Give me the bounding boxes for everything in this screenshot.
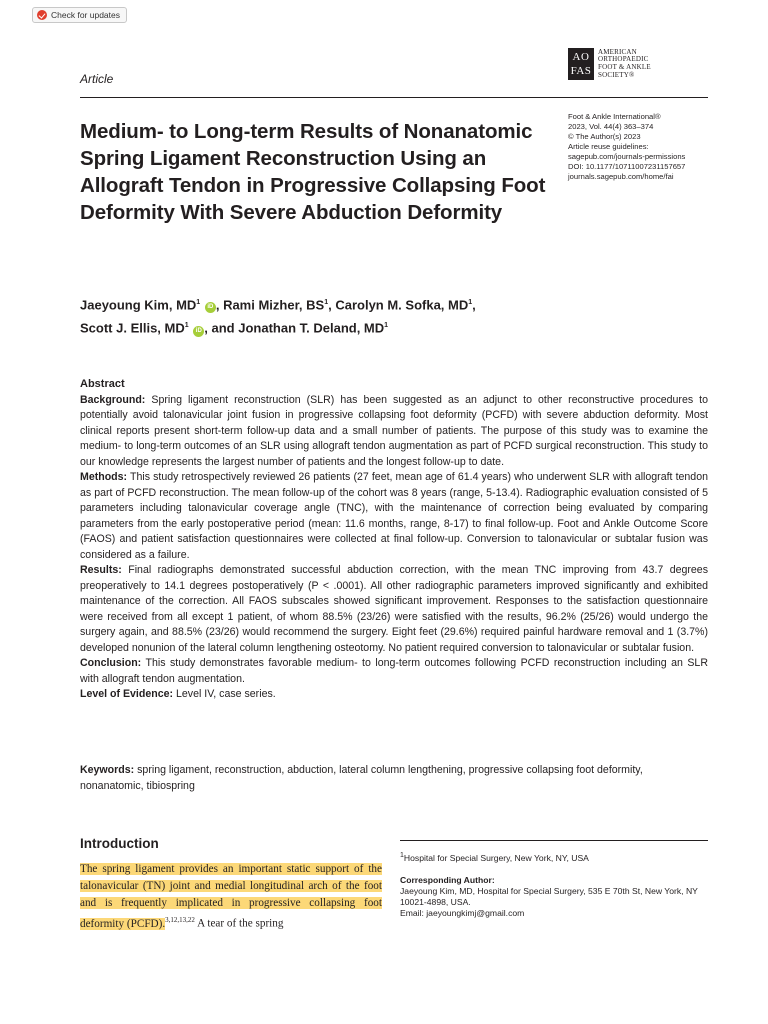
journal-home-link[interactable]: journals.sagepub.com/home/fai bbox=[568, 172, 674, 181]
introduction-text bbox=[80, 861, 382, 933]
conclusion-label: Conclusion: bbox=[80, 657, 142, 669]
check-for-updates-label: Check for updates bbox=[51, 10, 120, 20]
keywords bbox=[80, 763, 708, 794]
author-name: Carolyn M. Sofka, MD bbox=[335, 297, 469, 313]
corresponding-author-label: Corresponding Author: bbox=[400, 874, 495, 885]
journal-volume: 2023, Vol. 44(4) 363–374 bbox=[568, 122, 654, 131]
level-text: Level IV, case series. bbox=[175, 688, 276, 700]
reuse-label: Article reuse guidelines: bbox=[568, 142, 649, 151]
author-separator: , bbox=[328, 297, 336, 313]
background-text: Spring ligament reconstruction (SLR) has been suggested as an adjunct to other reconstructive procedures to potentially avoid talonavicular joint fusion in progressive collapsing foot deformity (PCFD) with severe abduction deformity. Most clinical reports present short-term follow-up data and a small number of patients. The purpose of this study was to examine the medium- to long-term outcomes of an SLR using allograft tendon augmentation as part of PCFD surgical reconstruction. This study to our knowledge represents the largest number of patients and the longest follow-up to date. bbox=[80, 393, 708, 468]
keywords-label: Keywords: bbox=[80, 764, 135, 776]
affiliation-marker: 1 bbox=[324, 299, 329, 306]
abstract-methods bbox=[80, 470, 708, 563]
introduction-continuation: A tear of the spring bbox=[197, 917, 284, 930]
author-name: Jonathan T. Deland, MD bbox=[238, 320, 385, 336]
checkmark-icon bbox=[37, 10, 47, 20]
conclusion-text: This study demonstrates favorable medium- to long-term outcomes following PCFD reconstruction including an SLR with allograft tendon augmentation. bbox=[80, 657, 708, 685]
header-divider bbox=[80, 97, 708, 98]
introduction-heading: Introduction bbox=[80, 836, 159, 851]
affiliation-marker: 1 bbox=[384, 322, 389, 330]
abstract-results bbox=[80, 563, 708, 656]
methods-text: This study retrospectively reviewed 26 patients (27 feet, mean age of 61.4 years) who underwent SLR with allograft tendon as part of PCFD reconstruction. The mean follow-up of the cohort was 8 years (range, 5-13.4). Radiographic evaluation consisted of 5 parameters including talonavicular coverage angle (TNC), with the maintenance of correction being evaluated by comparing parameters from the early postoperative period (mean: 11.6 months, range, 8-17) to final follow-up. Foot and Ankle Outcome Score (FAOS) and patient satisfaction questionnaires were collected at final follow-up. Conversion to talonavicular or subtalar fusion was considered as a failure. bbox=[80, 471, 708, 561]
logo-letters-bottom: FAS bbox=[570, 65, 592, 77]
corresponding-email[interactable]: Email: jaeyoungkimj@gmail.com bbox=[400, 907, 525, 918]
abstract-background bbox=[80, 393, 708, 471]
affiliation-footnote bbox=[400, 850, 708, 864]
keywords-text: spring ligament, reconstruction, abduction, lateral column lengthening, progressive collapsing foot deformity, nonanatomic, tibiospring bbox=[80, 764, 643, 792]
check-for-updates-button[interactable] bbox=[32, 7, 127, 23]
affiliation-text: Hospital for Special Surgery, New York, NY, USA bbox=[403, 852, 589, 863]
abstract-conclusion bbox=[80, 656, 708, 687]
logo-line: FOOT & ANKLE bbox=[598, 63, 651, 71]
author-separator: , and bbox=[204, 320, 239, 336]
journal-name: Foot & Ankle International® bbox=[568, 112, 661, 121]
author-list: Jaeyoung Kim, $MD^1$ iD , Rami Mizher, $BS^1$, Carolyn M. Sofka, $MD^1$, Scott J. Ellis, $MD^1$ iD , and Jonathan T. Deland, $MD^1$ bbox=[80, 297, 476, 336]
logo-mark bbox=[568, 48, 594, 80]
logo-line: AMERICAN bbox=[598, 47, 637, 56]
journal-info bbox=[568, 112, 718, 182]
logo-line: ORTHOPAEDIC bbox=[598, 55, 649, 64]
abstract bbox=[80, 377, 708, 703]
abstract-level bbox=[80, 687, 708, 703]
orcid-icon[interactable]: iD bbox=[193, 326, 204, 337]
copyright: © The Author(s) 2023 bbox=[568, 132, 641, 141]
methods-label: Methods: bbox=[80, 471, 128, 483]
affiliation-number: 1 bbox=[400, 852, 404, 859]
results-text: Final radiographs demonstrated successful abduction correction, with the mean TNC improving from 43.7 degrees preoperatively to 14.1 degrees postoperatively (P < .0001). All other radiographic parameters improved significantly and exhibited maintenance of the correction. All FAOS subscales showed significant improvement. Responses to the satisfaction questionnaire were received from all except 1 patient, of whom 88.5% (23/26) were satisfied with the results, 96.2% (25/26) would undergo the surgery again, and 88.5% (23/26) would recommend the surgery. Eight feet (29.6%) required painful hardware removal and 1 (3.7%) developed nonunion of the lateral column lengthening osteotomy. No patient required conversion to talonavicular or subtalar fusion. bbox=[80, 564, 708, 654]
author-separator: , bbox=[215, 297, 224, 313]
footnote-divider bbox=[400, 840, 708, 841]
background-label: Background: bbox=[80, 393, 146, 406]
aofas-logo bbox=[568, 48, 651, 80]
footnotes bbox=[400, 850, 708, 919]
logo-text bbox=[598, 49, 651, 79]
author-name: Scott J. Ellis, MD bbox=[80, 320, 185, 336]
author-name: Jaeyoung Kim, MD bbox=[80, 297, 197, 313]
results-label: Results: bbox=[80, 564, 122, 576]
corresponding-author: Jaeyoung Kim, MD, Hospital for Special Surgery, 535 E 70th St, New York, NY 10021-4898, USA. bbox=[400, 885, 698, 907]
doi-link[interactable]: DOI: 10.1177/10711007231157657 bbox=[568, 162, 686, 171]
affiliation-marker: 1 bbox=[196, 299, 201, 306]
logo-letters-top: AO bbox=[572, 51, 590, 63]
article-type-label: Article bbox=[80, 72, 114, 86]
affiliation-marker: 1 bbox=[184, 322, 189, 330]
level-label: Level of Evidence: bbox=[80, 688, 174, 700]
citation-refs[interactable]: 3,12,13,22 bbox=[165, 916, 195, 924]
logo-line: SOCIETY® bbox=[598, 70, 635, 79]
highlighted-text[interactable]: The spring ligament provides an important static support of the talonavicular (TN) joint and medial longitudinal arch of the foot and is frequently implicated in progressive collapsing foot deformity (PCFD). bbox=[80, 863, 382, 930]
affiliation-marker: 1 bbox=[468, 299, 473, 306]
abstract-heading: Abstract bbox=[80, 378, 125, 390]
orcid-icon[interactable]: iD bbox=[205, 302, 216, 313]
author-name: Rami Mizher, BS bbox=[223, 297, 325, 313]
article-title: Medium- to Long-term Results of Nonanatomic Spring Ligament Reconstruction Using an Allograft Tendon in Progressive Collapsing Foot Deformity With Severe Abduction Deformity bbox=[80, 120, 546, 224]
permissions-link[interactable]: sagepub.com/journals-permissions bbox=[568, 152, 686, 161]
